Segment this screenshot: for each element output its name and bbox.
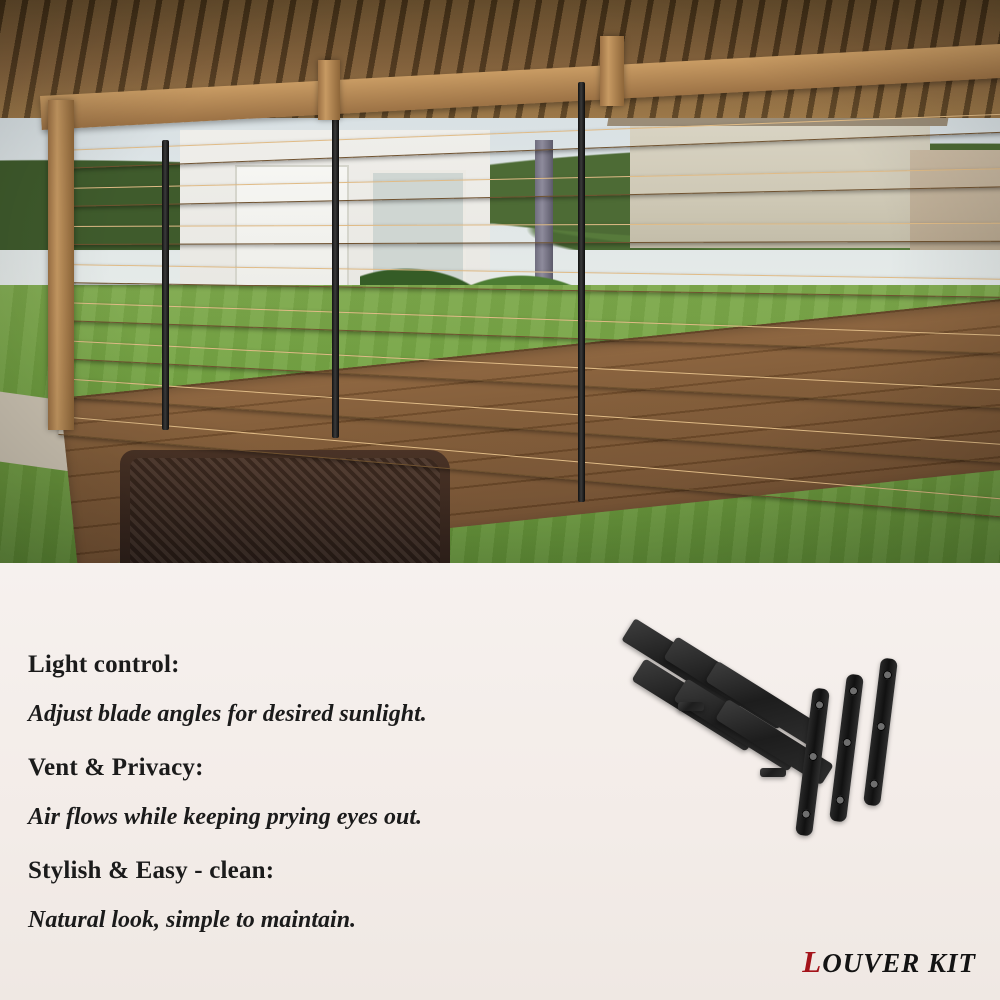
louver-slat <box>60 223 1000 245</box>
mounting-strip <box>863 658 898 807</box>
mounting-strip <box>829 674 864 823</box>
brand-rest: OUVER KIT <box>822 948 976 978</box>
screw-hole <box>835 795 845 805</box>
screw-hole <box>801 809 811 819</box>
screw-hole <box>842 738 852 748</box>
feature-heading-1: Light control: <box>28 651 180 678</box>
louver-slat <box>60 113 1000 169</box>
louver-slat <box>60 264 1000 298</box>
pergola-post <box>318 60 340 120</box>
connector-pin <box>760 768 786 777</box>
screw-hole <box>882 670 892 680</box>
feature-detail-2: Air flows while keeping prying eyes out. <box>28 804 423 830</box>
feature-detail-1: Adjust blade angles for desired sunlight. <box>28 701 427 727</box>
adjustment-rod <box>578 82 585 502</box>
louver-slat <box>60 168 1000 207</box>
pergola-post <box>600 36 624 106</box>
adjustment-rod <box>162 140 169 430</box>
screw-hole <box>848 686 858 696</box>
screw-hole <box>869 779 879 789</box>
louver-slat <box>58 416 1000 519</box>
louver-hardware-image <box>600 630 960 860</box>
feature-heading-2: Vent & Privacy: <box>28 754 204 781</box>
feature-list <box>28 651 588 960</box>
adjustment-rod <box>332 118 339 438</box>
feature-heading-3: Stylish & Easy - clean: <box>28 857 275 884</box>
screw-hole <box>876 722 886 732</box>
screw-hole <box>814 700 824 710</box>
pergola-post <box>48 100 74 430</box>
brand-initial: L <box>802 944 823 979</box>
feature-detail-3: Natural look, simple to maintain. <box>28 907 357 933</box>
brand-wordmark <box>802 944 976 980</box>
connector-pin <box>678 702 704 711</box>
screw-hole <box>808 752 818 762</box>
